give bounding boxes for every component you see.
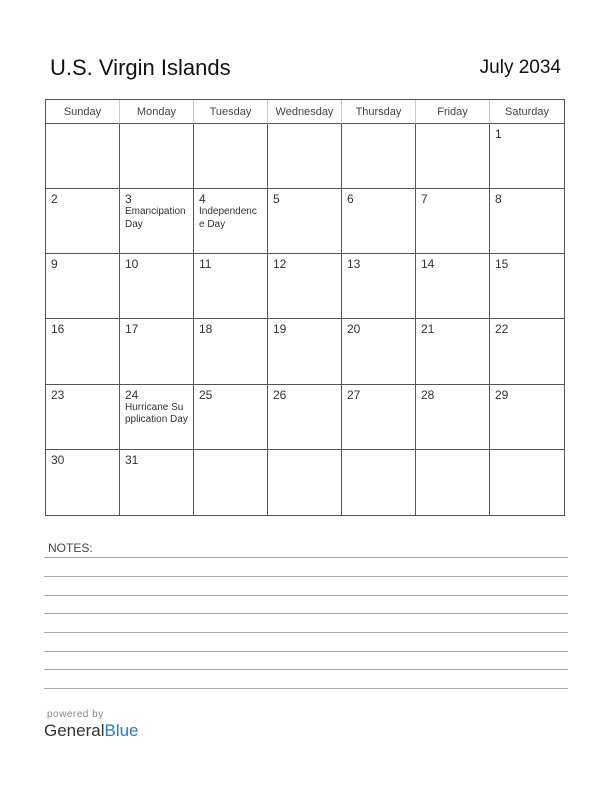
weekday-header-monday: Monday (120, 100, 194, 124)
day-number: 2 (51, 192, 58, 207)
calendar-day-cell (490, 450, 564, 515)
calendar-grid (45, 99, 565, 516)
calendar-day-cell (490, 319, 564, 384)
day-number: 27 (347, 387, 361, 402)
calendar-day-cell (268, 254, 342, 319)
day-number: 7 (421, 192, 428, 207)
calendar-day-cell (194, 189, 268, 254)
day-number: 10 (125, 257, 139, 272)
day-number: 23 (51, 387, 65, 402)
calendar-day-cell (342, 189, 416, 254)
calendar-day-cell (194, 124, 268, 189)
day-number: 17 (125, 322, 139, 337)
brand-blue-text: Blue (104, 721, 139, 740)
calendar-day-cell (120, 385, 194, 450)
day-number: 28 (421, 387, 435, 402)
day-number: 11 (199, 257, 212, 272)
day-number: 3 (125, 192, 132, 207)
calendar-day-cell (46, 385, 120, 450)
calendar-day-cell (268, 124, 342, 189)
day-number: 21 (421, 322, 435, 337)
notes-line (44, 613, 568, 614)
notes-line (44, 669, 568, 670)
holiday-label: Hurricane Supplication Day (125, 401, 188, 426)
notes-line (44, 651, 568, 652)
day-number: 31 (125, 452, 139, 467)
calendar-day-cell (416, 319, 490, 384)
calendar-day-cell (194, 254, 268, 319)
day-number: 5 (273, 192, 280, 207)
calendar-day-cell (342, 385, 416, 450)
calendar-day-cell (268, 450, 342, 515)
day-number: 19 (273, 322, 287, 337)
weekday-header-thursday: Thursday (342, 100, 416, 124)
day-number: 1 (495, 127, 502, 141)
calendar-day-cell (342, 450, 416, 515)
day-number: 14 (421, 257, 435, 272)
calendar-day-cell (416, 189, 490, 254)
notes-line (44, 688, 568, 689)
notes-line (44, 632, 568, 633)
day-number: 18 (199, 322, 213, 337)
weekday-header-friday: Friday (416, 100, 490, 124)
brand-general-text: General (44, 721, 105, 740)
calendar-day-cell (120, 450, 194, 515)
day-number: 6 (347, 192, 354, 207)
day-number: 30 (51, 452, 65, 467)
notes-line (44, 595, 568, 596)
day-number: 16 (51, 322, 65, 337)
day-number: 24 (125, 387, 139, 402)
weekday-header-sunday: Sunday (46, 100, 120, 124)
calendar-day-cell (342, 124, 416, 189)
weekday-header-wednesday: Wednesday (268, 100, 342, 124)
calendar-day-cell (416, 450, 490, 515)
holiday-label: Independence Day (199, 206, 257, 230)
calendar-day-cell (194, 450, 268, 515)
powered-by-text: powered by (47, 709, 104, 720)
notes-line (44, 576, 568, 577)
calendar-day-cell (120, 189, 194, 254)
weekday-header-saturday: Saturday (490, 100, 564, 124)
day-number: 9 (51, 257, 58, 272)
calendar-country-title: U.S. Virgin Islands (50, 55, 231, 80)
calendar-day-cell (46, 319, 120, 384)
day-number: 12 (273, 257, 287, 272)
calendar-day-cell (490, 385, 564, 450)
day-number: 15 (495, 257, 509, 272)
calendar-day-cell (46, 450, 120, 515)
calendar-day-cell (46, 254, 120, 319)
calendar-day-cell (120, 124, 194, 189)
calendar-day-cell (416, 254, 490, 319)
calendar-day-cell (46, 189, 120, 254)
calendar-day-cell (194, 385, 268, 450)
day-number: 22 (495, 322, 509, 337)
calendar-day-cell (490, 189, 564, 254)
day-number: 8 (495, 192, 502, 207)
calendar-day-cell (342, 254, 416, 319)
holiday-label: Emancipation Day (125, 206, 186, 230)
calendar-day-cell (490, 124, 564, 189)
day-number: 13 (347, 257, 361, 272)
notes-line (44, 557, 568, 558)
day-number: 25 (199, 387, 213, 402)
generalblue-logo (44, 721, 139, 741)
day-number: 20 (347, 322, 361, 337)
calendar-day-cell (342, 319, 416, 384)
calendar-day-cell (490, 254, 564, 319)
weekday-header-tuesday: Tuesday (194, 100, 268, 124)
notes-label: NOTES: (48, 541, 93, 555)
calendar-day-cell (268, 319, 342, 384)
calendar-day-cell (268, 385, 342, 450)
calendar-day-cell (120, 319, 194, 384)
calendar-day-cell (46, 124, 120, 189)
calendar-day-cell (194, 319, 268, 384)
calendar-month-title: July 2034 (479, 57, 561, 78)
day-number: 26 (273, 387, 287, 402)
calendar-day-cell (416, 124, 490, 189)
day-number: 4 (199, 192, 206, 207)
calendar-day-cell (268, 189, 342, 254)
day-number: 29 (495, 387, 509, 402)
calendar-day-cell (416, 385, 490, 450)
calendar-day-cell (120, 254, 194, 319)
